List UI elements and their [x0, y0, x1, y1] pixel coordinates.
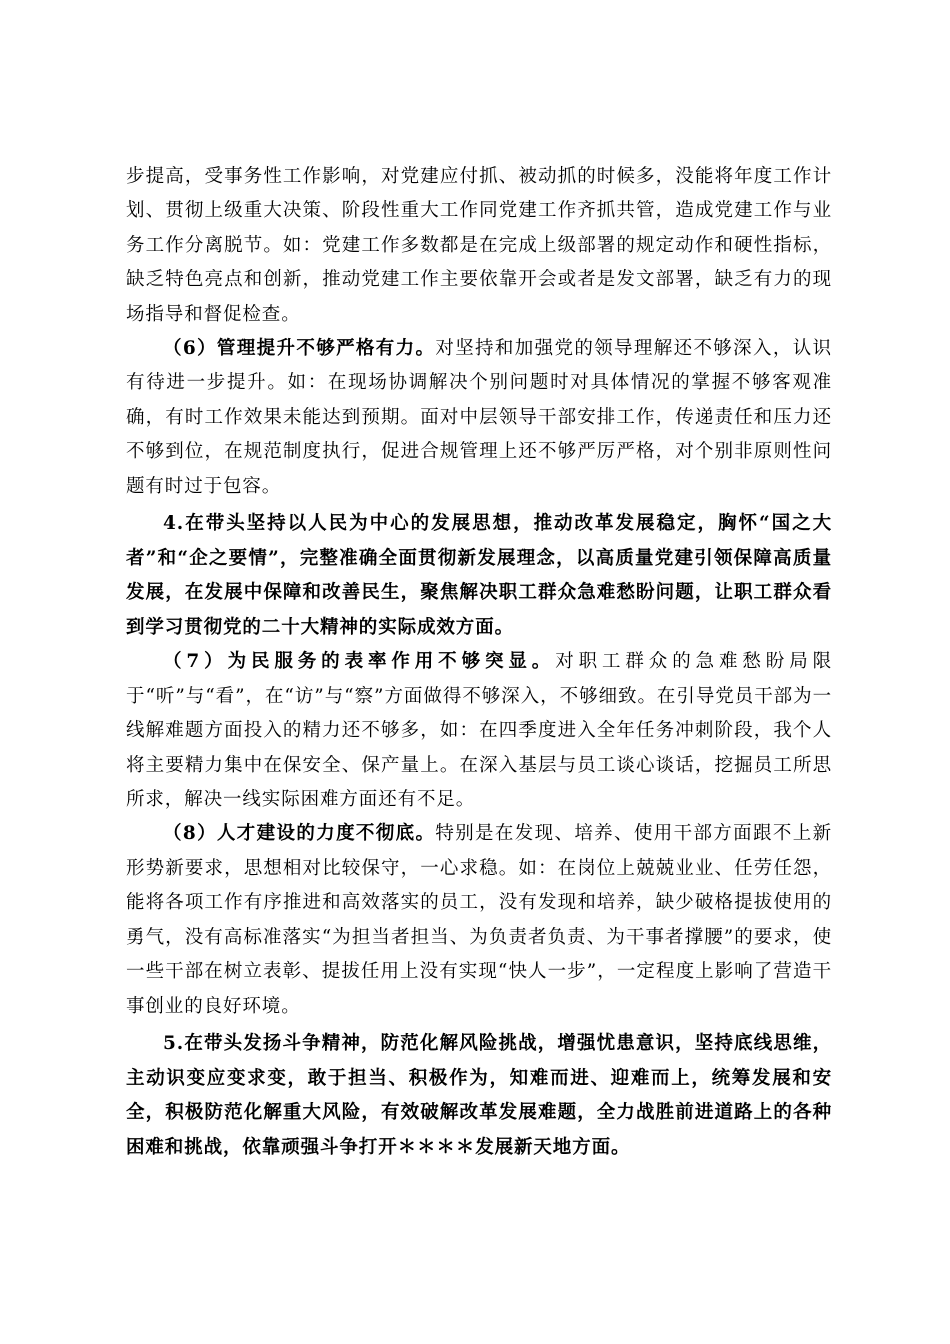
paragraph-lead: （6）管理提升不够严格有力。 — [163, 338, 436, 360]
paragraph-text: 特别是在发现、培养、使用干部方面跟不上新形势新要求，思想相对比较保守，一心求稳。如：在岗位上兢兢业业、任劳任怨，能将各项工作有序推进和高效落实的员工，没有发现和培养，缺少破格提拔使用的勇气，没有高标准落实“为担当者担当、为负责者负责、为干事者撑腰”的要求，使一些干部在树立表彰、提拔任用上没有实现“快人一步”，一定程度上影响了营造干事创业的良好环境。 — [126, 823, 832, 1017]
heading-text: 5.在带头发扬斗争精神，防范化解风险挑战，增强忧患意识，坚持底线思维，主动识变应变求变，敢于担当、积极作为，知难而进、迎难而上，统筹发展和安全，积极防范化解重大风险，有效破解改革发展难题，全力战胜前进道路上的各种困难和挑战，依靠顽强斗争打开＊＊＊＊发展新天地方面。 — [126, 1032, 832, 1158]
document-body — [126, 160, 832, 1165]
paragraph-text: 对职工群众的急难愁盼局限于“听”与“看”，在“访”与“察”方面做得不够深入，不够细致。在引导党员干部为一线解难题方面投入的精力还不够多，如：在四季度进入全年任务冲刺阶段，我个人将主要精力集中在保安全、保产量上。在深入基层与员工谈心谈话，挖掘员工所思所求，解决一线实际困难方面还有不足。 — [126, 651, 832, 811]
paragraph-item-7 — [126, 645, 832, 817]
heading-text: 4.在带头坚持以人民为中心的发展思想，推动改革发展稳定，胸怀“国之大者”和“企之要情”，完整准确全面贯彻新发展理念，以高质量党建引领保障高质量发展，在发展中保障和改善民生，聚焦解决职工群众急难愁盼问题，让职工群众看到学习贯彻党的二十大精神的实际成效方面。 — [126, 513, 832, 638]
paragraph-text: 对坚持和加强党的领导理解还不够深入，认识有待进一步提升。如：在现场协调解决个别问题时对具体情况的掌握不够客观准确，有时工作效果未能达到预期。面对中层领导干部安排工作，传递责任和压力还不够到位，在规范制度执行，促进合规管理上还不够严厉严格，对个别非原则性问题有时过于包容。 — [126, 338, 832, 497]
paragraph-party-building-continued — [126, 160, 832, 332]
paragraph-item-8 — [126, 817, 832, 1023]
paragraph-lead: （8）人才建设的力度不彻底。 — [163, 823, 436, 845]
paragraph-lead: （7）为民服务的表率作用不够突显。 — [163, 651, 556, 673]
paragraph-text: 步提高，受事务性工作影响，对党建应付抓、被动抓的时候多，没能将年度工作计划、贯彻上级重大决策、阶段性重大工作同党建工作齐抓共管，造成党建工作与业务工作分离脱节。如：党建工作多数都是在完成上级部署的规定动作和硬性指标，缺乏特色亮点和创新，推动党建工作主要依靠开会或者是发文部署，缺乏有力的现场指导和督促检查。 — [126, 166, 832, 325]
section-heading-4 — [126, 507, 832, 645]
section-heading-5 — [126, 1027, 832, 1165]
paragraph-item-6 — [126, 332, 832, 504]
